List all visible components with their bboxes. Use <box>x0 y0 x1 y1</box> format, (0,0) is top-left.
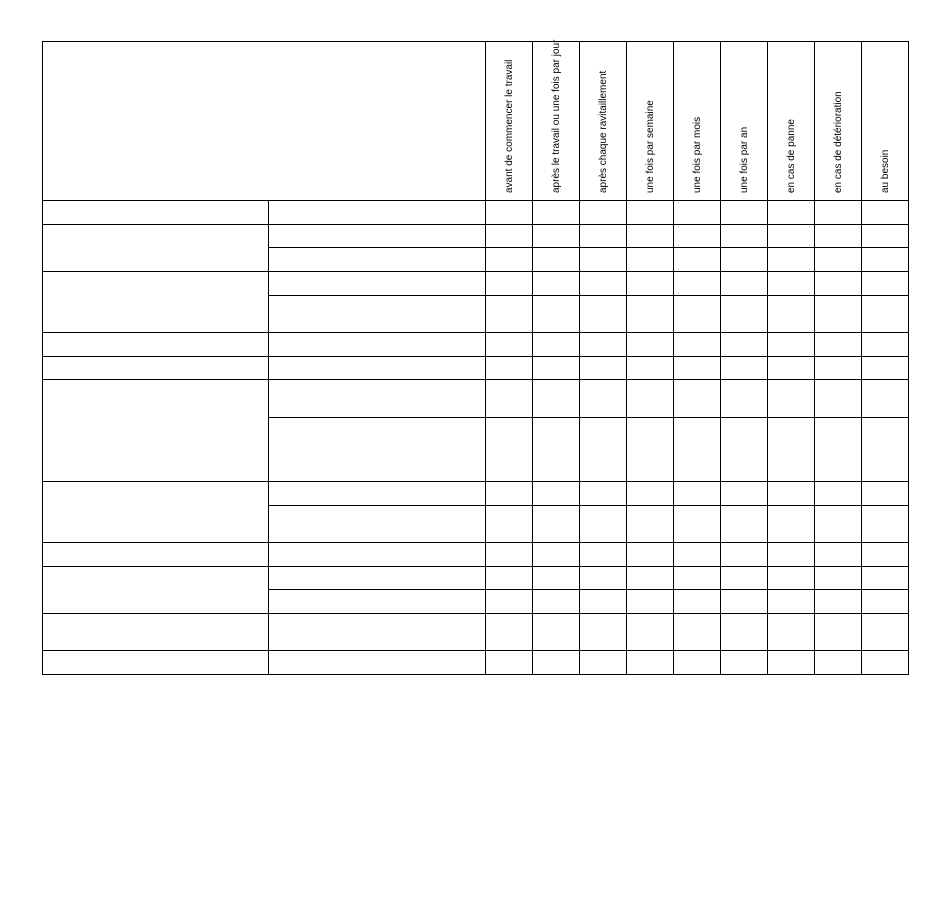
frequency-column-header: après chaque ravitaillement <box>598 70 609 193</box>
table-border-top <box>42 41 909 42</box>
subrow-line <box>268 589 909 590</box>
subrow-line <box>268 505 909 506</box>
section-row-line <box>42 481 909 482</box>
section-row-line <box>42 224 909 225</box>
header-separator <box>42 200 909 201</box>
section-row-line <box>42 356 909 357</box>
subrow-line <box>268 295 909 296</box>
column-divider <box>673 41 674 675</box>
section-row-line <box>42 566 909 567</box>
section-row-line <box>42 650 909 651</box>
section-row-line <box>42 332 909 333</box>
column-divider <box>720 41 721 675</box>
frequency-column-header: une fois par mois <box>692 116 703 193</box>
section-row-line <box>42 542 909 543</box>
column-divider <box>767 41 768 675</box>
frequency-column-header: après le travail ou une fois par jour <box>551 39 562 193</box>
column-divider <box>579 41 580 675</box>
section-row-line <box>42 613 909 614</box>
frequency-column-header: une fois par an <box>739 126 750 193</box>
section-row-line <box>42 379 909 380</box>
frequency-column-header: au besoin <box>880 149 891 193</box>
table-border-bottom <box>42 674 909 675</box>
frequency-column-header: avant de commencer le travail <box>504 59 515 193</box>
frequency-column-header: en cas de détérioration <box>833 91 844 193</box>
column-divider <box>626 41 627 675</box>
section-row-line <box>42 271 909 272</box>
column-divider <box>814 41 815 675</box>
subrow-line <box>268 417 909 418</box>
frequency-column-header: en cas de panne <box>786 119 797 193</box>
column-divider <box>532 41 533 675</box>
table-border-right <box>908 41 909 675</box>
column-divider <box>485 41 486 675</box>
subrow-line <box>268 247 909 248</box>
frequency-column-header: une fois par semaine <box>645 100 656 193</box>
column-divider <box>861 41 862 675</box>
table-border-left <box>42 41 43 675</box>
